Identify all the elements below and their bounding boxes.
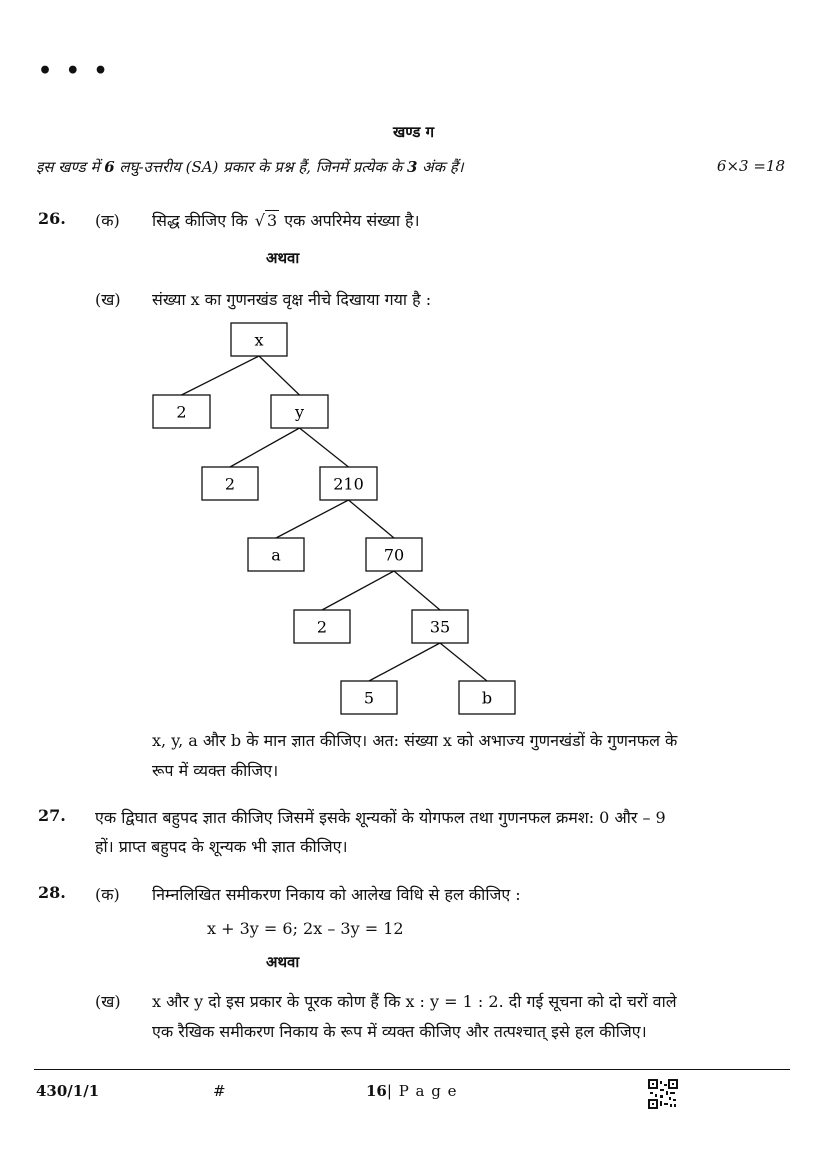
sqrt-symbol: √ 3 bbox=[254, 211, 278, 230]
q28-part-b-line1: x और y दो इस प्रकार के पूरक कोण हैं कि x : y = 1 : 2. दी गई सूचना को दो चरों वाले bbox=[152, 992, 677, 1011]
question-number-27: 27. bbox=[38, 806, 66, 825]
page-number: 16| P a g e bbox=[366, 1082, 458, 1100]
q26-followup-line2: रूप में व्यक्त कीजिए। bbox=[152, 761, 279, 780]
tree-node bbox=[320, 467, 377, 500]
tree-node bbox=[202, 467, 258, 500]
q26-part-a-text: सिद्ध कीजिए कि √ 3 एक अपरिमेय संख्या है। bbox=[152, 211, 420, 230]
q27-line2: हों। प्राप्त बहुपद के शून्यक भी ज्ञात कीजिए। bbox=[95, 837, 348, 856]
q28-part-a-text: निम्नलिखित समीकरण निकाय को आलेख विधि से हल कीजिए : bbox=[152, 885, 521, 904]
tree-node-label: 2 bbox=[316, 617, 328, 637]
tree-edge bbox=[440, 643, 487, 681]
tree-edge bbox=[394, 571, 440, 610]
tree-node bbox=[366, 538, 422, 571]
q27-line1: एक द्विघात बहुपद ज्ञात कीजिए जिसमें इसके शून्यकों के योगफल तथा गुणनफल क्रमश: 0 और – 9 bbox=[95, 808, 666, 827]
tree-edge bbox=[259, 356, 300, 395]
tree-edge bbox=[230, 428, 300, 467]
tree-node-label: 70 bbox=[383, 545, 405, 565]
question-number-26: 26. bbox=[38, 209, 66, 228]
tree-node-label: a bbox=[271, 545, 281, 565]
tree-edge bbox=[369, 643, 440, 681]
tree-node bbox=[153, 395, 210, 428]
q28-part-a-label: (क) bbox=[95, 885, 120, 904]
q26-part-a-label: (क) bbox=[95, 211, 120, 230]
footer-hash: # bbox=[213, 1082, 226, 1100]
section-instructions: इस खण्ड में 6 लघु-उत्तरीय (SA) प्रकार के प्रश्न हैं, जिनमें प्रत्येक के 3 अंक हैं। bbox=[36, 158, 464, 176]
tree-edge bbox=[300, 428, 349, 467]
q28-part-b-label: (ख) bbox=[95, 992, 121, 1011]
tree-node bbox=[248, 538, 304, 571]
tree-node bbox=[271, 395, 328, 428]
q28-part-b-line2: एक रैखिक समीकरण निकाय के रूप में व्यक्त कीजिए और तत्पश्चात् इसे हल कीजिए। bbox=[152, 1022, 647, 1041]
tree-node bbox=[231, 323, 287, 356]
header-dots: • • • bbox=[38, 58, 111, 84]
paper-code: 430/1/1 bbox=[36, 1082, 100, 1100]
tree-node bbox=[294, 610, 350, 643]
tree-edge bbox=[349, 500, 395, 538]
question-number-28: 28. bbox=[38, 883, 66, 902]
q28-equations: x + 3y = 6; 2x – 3y = 12 bbox=[207, 919, 404, 938]
q26-part-b-text: संख्या x का गुणनखंड वृक्ष नीचे दिखाया गया है : bbox=[152, 290, 432, 309]
section-title: खण्ड ग bbox=[392, 123, 435, 141]
tree-node-label: 2 bbox=[224, 474, 236, 494]
tree-node bbox=[459, 681, 515, 714]
tree-edge bbox=[322, 571, 394, 610]
tree-node bbox=[341, 681, 397, 714]
qr-code-icon bbox=[648, 1079, 678, 1109]
q26-part-b-label: (ख) bbox=[95, 290, 121, 309]
tree-node-label: 2 bbox=[176, 402, 187, 422]
tree-node bbox=[412, 610, 468, 643]
tree-node-label: 5 bbox=[363, 688, 375, 708]
tree-node-label: 35 bbox=[429, 617, 451, 637]
q28-or-label: अथवा bbox=[266, 953, 300, 971]
footer-divider bbox=[34, 1069, 790, 1070]
q26-followup-line1: x, y, a और b के मान ज्ञात कीजिए। अत: संख्या x को अभाज्य गुणनखंडों के गुणनफल के bbox=[152, 731, 678, 750]
q26-or-label: अथवा bbox=[266, 249, 300, 267]
section-marks: 6×3 =18 bbox=[716, 157, 785, 175]
tree-edge bbox=[276, 500, 349, 538]
tree-edge bbox=[182, 356, 260, 395]
tree-node-label: b bbox=[481, 688, 493, 708]
tree-node-label: 210 bbox=[333, 474, 364, 494]
tree-node-label: x bbox=[254, 330, 264, 350]
tree-node-label: y bbox=[294, 402, 305, 422]
